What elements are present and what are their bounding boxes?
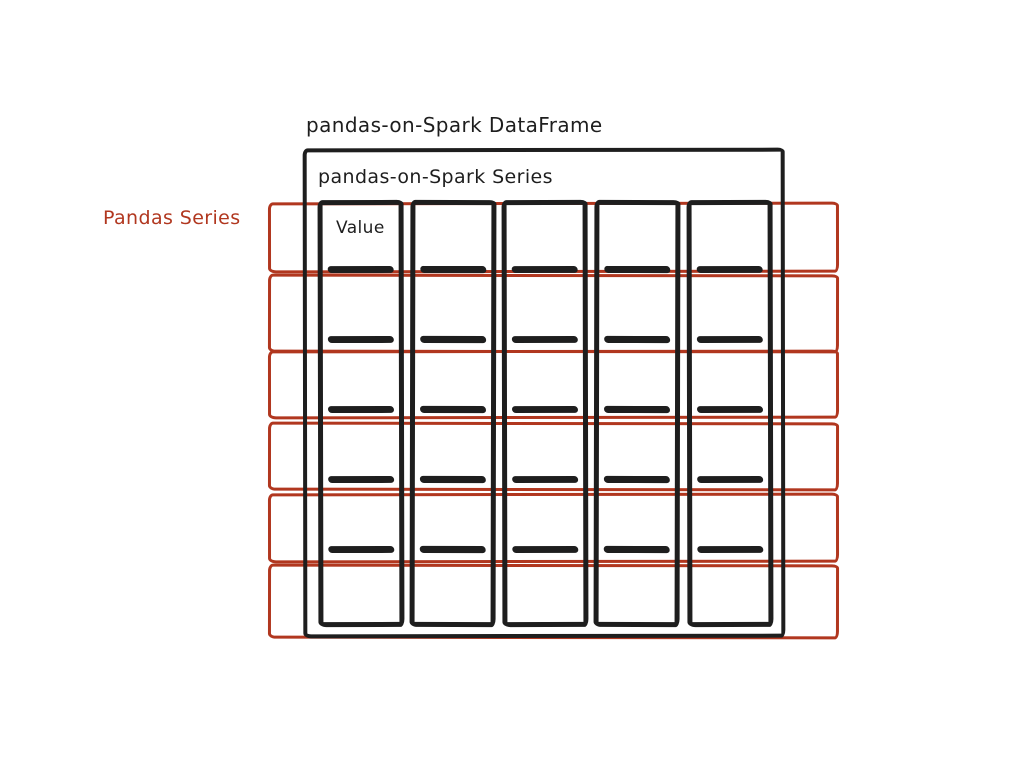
cell-divider-dash: [420, 406, 486, 413]
cell-divider-dash: [512, 336, 578, 343]
cell-divider-dash: [328, 266, 394, 273]
spark-series-label: pandas-on-Spark Series: [318, 166, 553, 188]
cell-divider-dash: [328, 336, 394, 343]
spark-partition-column: [318, 200, 405, 627]
cell-divider-dash: [697, 266, 763, 273]
cell-divider-dash: [697, 546, 763, 553]
cell-divider-dash: [604, 406, 670, 413]
cell-divider-dash: [604, 546, 670, 553]
spark-partition-column: [410, 200, 497, 627]
cell-divider-dash: [697, 336, 763, 343]
cell-divider-dash: [512, 266, 578, 273]
cell-divider-dash: [328, 476, 394, 483]
spark-partition-column: [687, 200, 774, 627]
cell-divider-dash: [420, 476, 486, 483]
cell-divider-dash: [604, 266, 670, 273]
spark-partition-column: [502, 200, 589, 627]
cell-divider-dash: [604, 336, 670, 343]
pandas-series-label: Pandas Series: [103, 207, 241, 229]
dataframe-title: pandas-on-Spark DataFrame: [306, 113, 603, 137]
cell-divider-dash: [420, 546, 486, 553]
cell-divider-dash: [420, 266, 486, 273]
cell-divider-dash: [604, 476, 670, 483]
cell-divider-dash: [512, 546, 578, 553]
cell-divider-dash: [512, 476, 578, 483]
cell-divider-dash: [697, 476, 763, 483]
cell-divider-dash: [697, 406, 763, 413]
cell-divider-dash: [420, 336, 486, 343]
cell-divider-dash: [328, 406, 394, 413]
cell-divider-dash: [512, 406, 578, 413]
spark-partition-column: [594, 200, 681, 627]
value-label: Value: [336, 218, 385, 238]
cell-divider-dash: [328, 546, 394, 553]
